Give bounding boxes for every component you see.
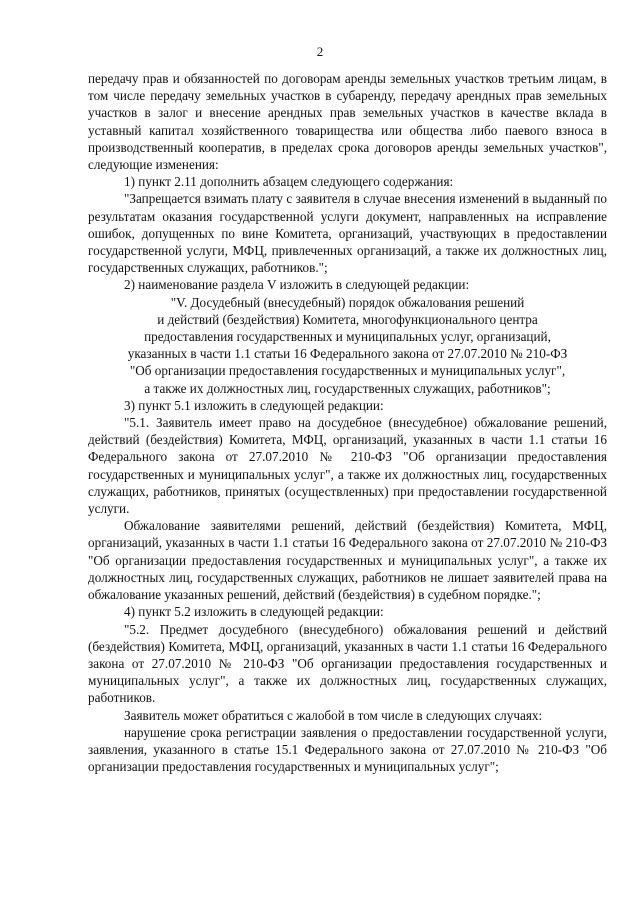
paragraph-quote-2-11: "Запрещается взимать плату с заявителя в случае внесения изменений в выданный по результатам оказания государственной услуги документ, направленных на исправление ошибок, допущенных по вине Комитета, организаций, участвующих в предоставлении государственной услуги, МФЦ, привлеченных организаций, а также их должностных лиц, государственных служащих, работников."; [88, 191, 607, 276]
paragraph-intro: передачу прав и обязанностей по договорам аренды земельных участков третьим лицам, в том числе передачу земельных участков в субаренду, передачу арендных прав земельных участков в залог и внесение арендных прав земельных участков в качестве вклада в уставный капитал хозяйственного товарищества или общества либо паевого взноса в производственный кооператив, в пределах срока договоров аренды земельных участков", следующие изменения: [88, 71, 607, 173]
heading-line: "V. Досудебный (внесудебный) порядок обжалования решений [170, 294, 525, 310]
paragraph-appeal: Обжалование заявителями решений, действий (бездействия) Комитета, МФЦ, организаций, указанных в части 1.1 статьи 16 Федерального закона от 27.07.2010 № 210-ФЗ "Об организации предоставления государственных и муниципальных услуг", а также их должностных лиц, государственных служащих, работников не лишает заявителей права на обжалование указанных решений, действий (бездействия) в судебном порядке."; [88, 518, 607, 603]
paragraph-item-4: 4) пункт 5.2 изложить в следующей редакции: [124, 604, 384, 620]
paragraph-quote-5-1: "5.1. Заявитель имеет право на досудебное (внесудебное) обжалование решений, действий (бездействия) Комитета, МФЦ, организаций, указанных в части 1.1 статьи 16 Федерального закона от 27.07.2010 № 210-ФЗ "Об организации предоставления государственных и муниципальных услуг", а также их должностных лиц, государственных служащих, работников, принятых (осуществленных) при предоставлении государственной услуги. [88, 415, 607, 517]
paragraph-item-3: 3) пункт 5.1 изложить в следующей редакции: [124, 397, 384, 413]
paragraph-item-2: 2) наименование раздела V изложить в следующей редакции: [124, 277, 470, 293]
paragraph-cases: Заявитель может обратиться с жалобой в том числе в следующих случаях: [124, 707, 543, 723]
heading-line: "Об организации предоставления государственных и муниципальных услуг", [129, 363, 566, 379]
heading-line: указанных в части 1.1 статьи 16 Федерального закона от 27.07.2010 № 210-ФЗ [127, 346, 568, 362]
document-body [88, 70, 607, 775]
heading-line: а также их должностных лиц, государственных служащих, работников"; [144, 380, 551, 396]
page-number: 2 [316, 44, 324, 59]
heading-line: предоставления государственных и муниципальных услуг, организаций, [144, 329, 551, 345]
section-v-heading [88, 294, 607, 397]
paragraph-violation: нарушение срока регистрации заявления о предоставлении государственной услуги, заявления, указанного в статье 15.1 Федерального закона от 27.07.2010 № 210-ФЗ "Об организации предоставления государственных и муниципальных услуг"; [88, 724, 607, 775]
paragraph-quote-5-2: "5.2. Предмет досудебного (внесудебного) обжалования решений и действий (бездействия) Комитета, МФЦ, организаций, указанных в части 1.1 статьи 16 Федерального закона от 27.07.2010 № 210-ФЗ "Об организации предоставления государственных и муниципальных услуг", а также их должностных лиц, государственных служащих, работников. [88, 621, 607, 706]
heading-line: и действий (бездействия) Комитета, многофункционального центра [157, 311, 538, 327]
paragraph-item-1: 1) пункт 2.11 дополнить абзацем следующего содержания: [124, 174, 454, 190]
